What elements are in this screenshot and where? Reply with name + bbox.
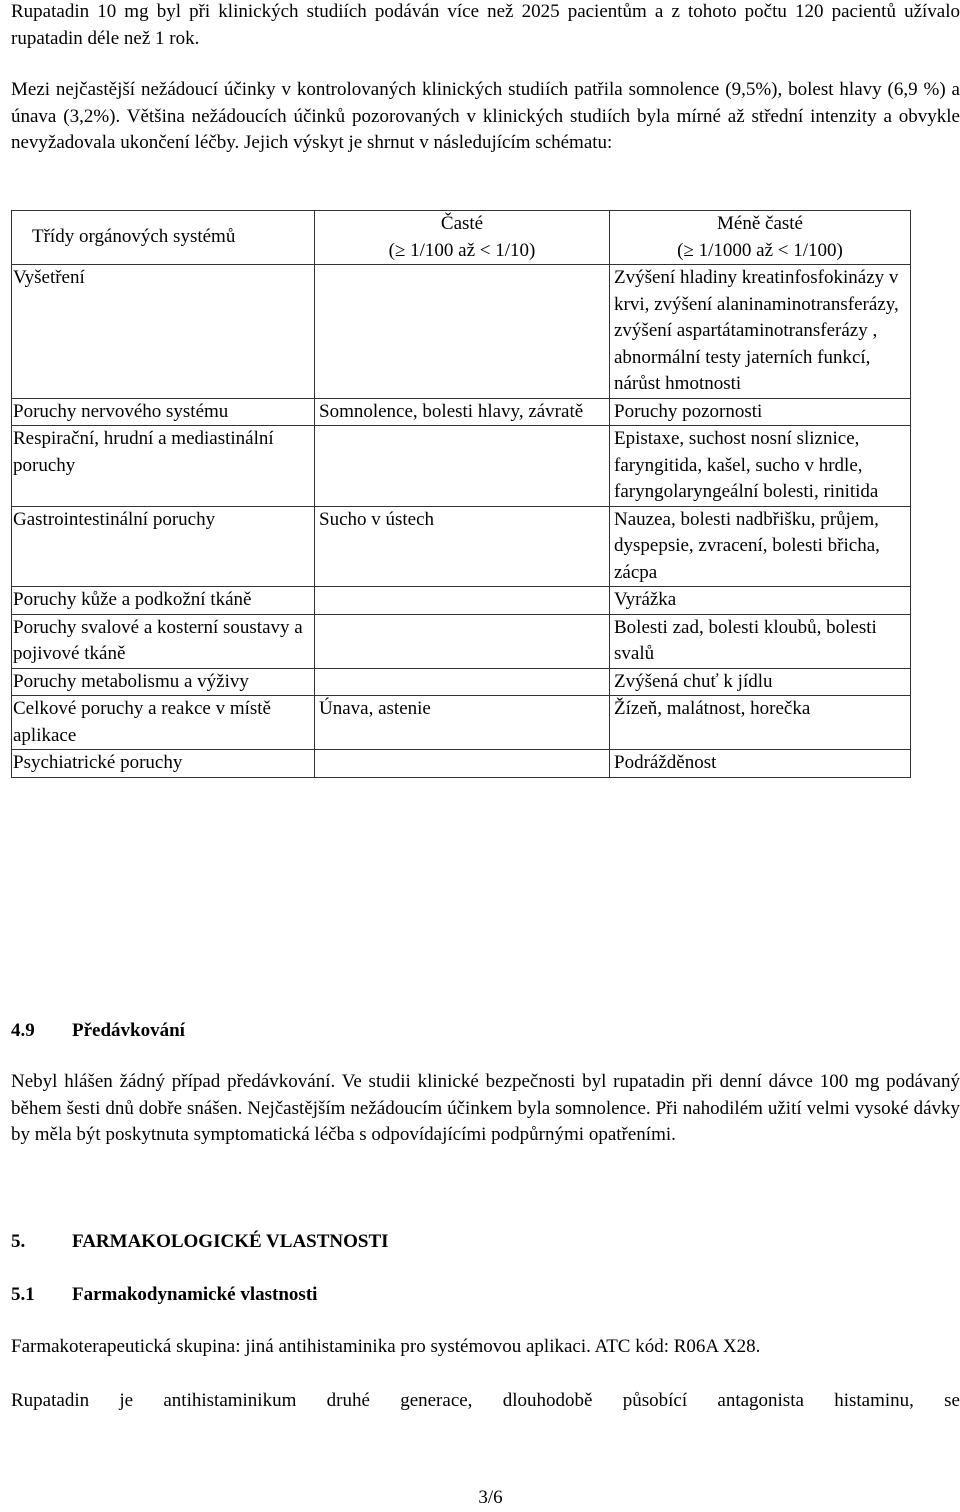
soc-cell: Poruchy svalové a kosterní soustavy a pojivové tkáně bbox=[12, 614, 315, 668]
uncommon-cell: Nauzea, bolesti nadbřišku, průjem, dyspepsie, zvracení, bolesti břicha, zácpa bbox=[610, 506, 911, 587]
section-5-1-text-2: Rupatadin je antihistaminikum druhé generace, dlouhodobě působící antagonista histaminu, se bbox=[11, 1390, 960, 1411]
uncommon-cell: Zvýšená chuť k jídlu bbox=[610, 668, 911, 696]
uncommon-cell: Vyrážka bbox=[610, 587, 911, 615]
table-row bbox=[12, 506, 911, 587]
soc-cell: Poruchy kůže a podkožní tkáně bbox=[12, 587, 315, 615]
section-5-1-number: 5.1 bbox=[11, 1284, 35, 1305]
table-row bbox=[12, 426, 911, 507]
header-uncommon-title: Méně časté bbox=[717, 213, 803, 234]
common-cell bbox=[315, 426, 610, 507]
table-row bbox=[12, 265, 911, 399]
page-number: 3/6 bbox=[478, 1487, 503, 1508]
intro-paragraph-2: Mezi nejčastější nežádoucí účinky v kontrolovaných klinických studiích patřila somnolence (9,5%), bolest hlavy (6,9 %) a únava (3,2%). Většina nežádoucích účinků pozorovaných v klinických studiích byla mírné až střední intenzity a obvykle nevyžadovala ukončení léčby. Jejich výskyt je shrnut v následujícím schématu: bbox=[11, 79, 960, 153]
common-cell bbox=[315, 750, 610, 778]
section-5-title: FARMAKOLOGICKÉ VLASTNOSTI bbox=[72, 1231, 389, 1252]
header-common-frequency: (≥ 1/100 až < 1/10) bbox=[388, 239, 536, 261]
soc-cell: Poruchy nervového systému bbox=[12, 398, 315, 426]
header-common bbox=[315, 211, 610, 265]
section-4-9-number: 4.9 bbox=[11, 1020, 35, 1041]
soc-cell: Gastrointestinální poruchy bbox=[12, 506, 315, 587]
soc-cell: Psychiatrické poruchy bbox=[12, 750, 315, 778]
section-4-9-heading bbox=[11, 1018, 185, 1045]
soc-cell: Vyšetření bbox=[12, 265, 315, 399]
common-cell: Únava, astenie bbox=[315, 696, 610, 750]
common-cell bbox=[315, 587, 610, 615]
header-uncommon-frequency: (≥ 1/1000 až < 1/100) bbox=[677, 239, 843, 261]
section-5-number: 5. bbox=[11, 1231, 26, 1252]
soc-cell: Poruchy metabolismu a výživy bbox=[12, 668, 315, 696]
header-organ-system-classes: Třídy orgánových systémů bbox=[12, 211, 315, 265]
soc-cell: Celkové poruchy a reakce v místě aplikace bbox=[12, 696, 315, 750]
table-header-row bbox=[12, 211, 911, 265]
uncommon-cell: Poruchy pozornosti bbox=[610, 398, 911, 426]
section-5-1-heading bbox=[11, 1282, 317, 1309]
section-4-9-text: Nebyl hlášen žádný případ předávkování. Ve studii klinické bezpečnosti byl rupatadin při denní dávce 100 mg podávaný během šesti dnů dobře snášen. Nejčastějším nežádoucím účinkem byla somnolence. Při nahodilém užití velmi vysoké dávky by měla být poskytnuta symptomatická léčba s odpovídajícími podpůrnými opatřeními. bbox=[11, 1071, 960, 1145]
common-cell bbox=[315, 614, 610, 668]
table-row bbox=[12, 587, 911, 615]
soc-cell: Respirační, hrudní a mediastinální poruchy bbox=[12, 426, 315, 507]
common-cell: Sucho v ústech bbox=[315, 506, 610, 587]
uncommon-cell: Zvýšení hladiny kreatinfosfokinázy v krvi, zvýšení alaninaminotransferázy, zvýšení aspartátaminotransferázy , abnormální testy jaterních funkcí, nárůst hmotnosti bbox=[610, 265, 911, 399]
table-row bbox=[12, 398, 911, 426]
table-row bbox=[12, 668, 911, 696]
section-5-1-text-1: Farmakoterapeutická skupina: jiná antihistaminika pro systémovou aplikaci. ATC kód: R06A X28. bbox=[11, 1336, 761, 1357]
uncommon-cell: Bolesti zad, bolesti kloubů, bolesti svalů bbox=[610, 614, 911, 668]
uncommon-cell: Žízeň, malátnost, horečka bbox=[610, 696, 911, 750]
uncommon-cell: Podrážděnost bbox=[610, 750, 911, 778]
table-row bbox=[12, 696, 911, 750]
table-row bbox=[12, 750, 911, 778]
header-uncommon bbox=[610, 211, 911, 265]
adverse-effects-table bbox=[11, 210, 911, 778]
section-4-9-title: Předávkování bbox=[72, 1020, 185, 1041]
common-cell bbox=[315, 668, 610, 696]
common-cell: Somnolence, bolesti hlavy, závratě bbox=[315, 398, 610, 426]
section-5-heading bbox=[11, 1229, 389, 1256]
common-cell bbox=[315, 265, 610, 399]
intro-paragraph-1: Rupatadin 10 mg byl při klinických studiích podáván více než 2025 pacientům a z tohoto počtu 120 pacientů užívalo rupatadin déle než 1 rok. bbox=[11, 1, 960, 49]
section-5-1-title: Farmakodynamické vlastnosti bbox=[72, 1284, 318, 1305]
table-row bbox=[12, 614, 911, 668]
uncommon-cell: Epistaxe, suchost nosní sliznice, faryngitida, kašel, sucho v hrdle, faryngolaryngeální bolesti, rinitida bbox=[610, 426, 911, 507]
header-common-title: Časté bbox=[440, 213, 484, 234]
